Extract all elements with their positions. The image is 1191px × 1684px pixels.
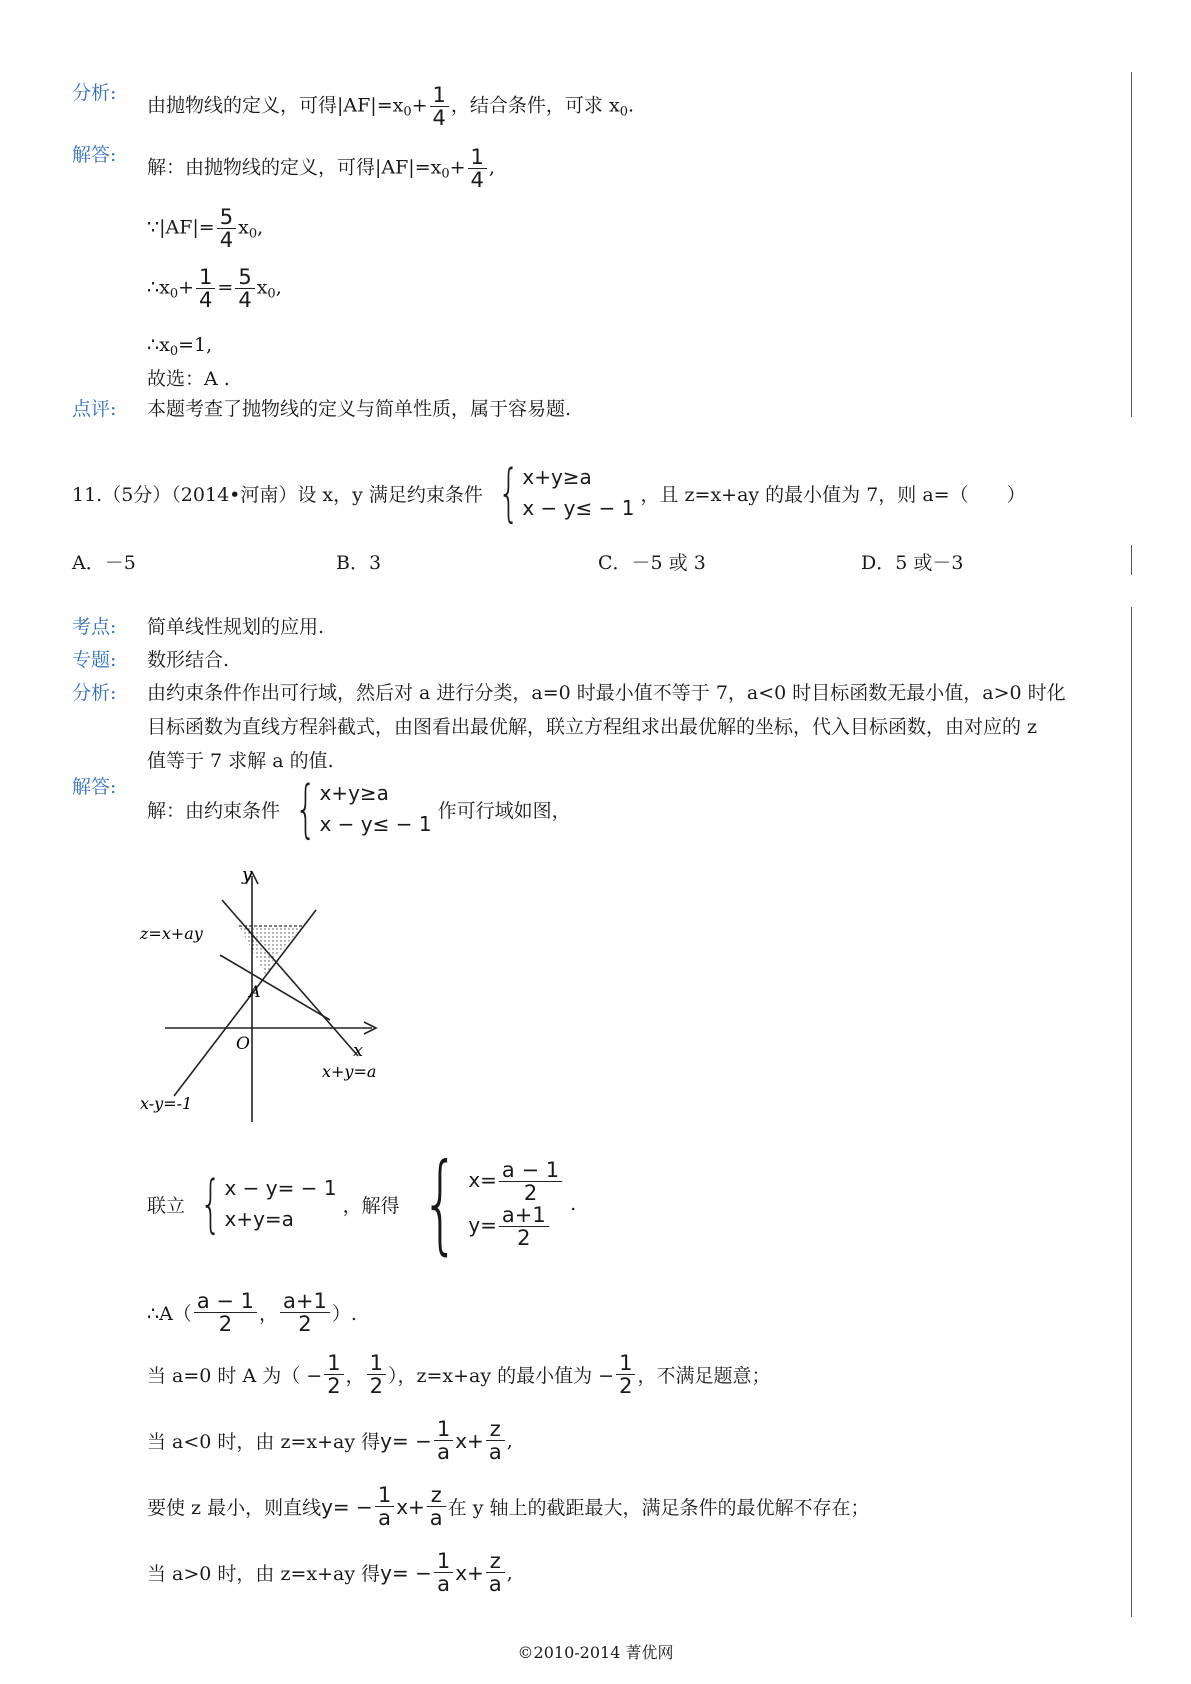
answer-line-1: 解：由抛物线的定义，可得$|AF|=x_0+$ $\frac{1}{4}$ , [147, 145, 495, 193]
zhuanti-label: 专题: [72, 649, 117, 671]
option-a: A．－5 [72, 552, 136, 574]
answer-line-3: $\therefore x_0+$ $\frac{1}{4}$ = $\frac{5}{4}$ $x_0$, [147, 265, 282, 313]
answer-label-2: 解答: [72, 776, 117, 798]
footer-copyright: ©2010-2014 菁优网 [517, 1643, 674, 1662]
analysis-line-1: 由约束条件作出可行域，然后对 a 进行分类，a=0 时最小值不等于 7，a<0 时目标函数无最小值，a>0 时化 [147, 682, 1066, 704]
analysis-label-2: 分析: [72, 682, 117, 704]
right-rule [1131, 607, 1132, 1617]
comment-text: 本题考查了抛物线的定义与简单性质，属于容易题. [147, 398, 572, 420]
case-a-negative: 当 a<0 时，由 z=x+ay 得 y= − $\frac{1}{a}$ x+ $\frac{z}{a}$ , [147, 1417, 513, 1465]
minimize-line: 要使 z 最小，则直线 y= − $\frac{1}{a}$ x+ $\frac{z}{a}$ 在 y 轴上的截距最大，满足条件的最优解不存在； [147, 1483, 870, 1531]
kaodian-label: 考点: [72, 616, 117, 638]
comment-label: 点评: [72, 398, 117, 420]
origin-label: O [236, 1034, 250, 1054]
analysis-line-3: 值等于 7 求解 a 的值. [147, 750, 334, 772]
x-minus-y-label: x-y=-1 [140, 1094, 193, 1113]
kaodian-text: 简单线性规划的应用. [147, 616, 325, 638]
answer-line-2: ∵|AF|= $\frac{5}{4}$ $x_0$, [147, 205, 264, 253]
line-x-plus-y-eq-a [222, 900, 358, 1056]
right-rule [1131, 545, 1132, 575]
zhuanti-text: 数形结合. [147, 649, 230, 671]
question-11-stem: 11.（5分）（2014•河南）设 x，y 满足约束条件 { x+y≥a x − y≤ − 1 ，且 z=x+ay 的最小值为 7，则 a=（ ） [72, 456, 1026, 529]
x-axis-label: x [353, 1040, 364, 1061]
point-a-coords: ∴A（ $\frac{a - 1}{2}$ ， $\frac{a+1}{2}$ ）. [147, 1289, 357, 1337]
answer-line-4: $\therefore x_0=1$, [147, 334, 213, 359]
objective-line-label: z=x+ay [140, 924, 203, 943]
x-plus-y-label: x+y=a [322, 1062, 377, 1081]
answer-constraint-line: 解：由约束条件 { x+y≥a x − y≤ − 1 作可行域如图， [147, 772, 571, 845]
feasible-region-figure [140, 860, 400, 1130]
analysis-line-2: 目标函数为直线方程斜截式，由图看出最优解，联立方程组求出最优解的坐标，代入目标函数，由对应的 z [147, 716, 1038, 738]
option-d: D．5 或－3 [861, 552, 964, 574]
y-axis-label: y [242, 864, 253, 885]
case-a-zero: 当 a=0 时 A 为（ − $\frac{1}{2}$ ， $\frac{1}{2}$ ），z=x+ay 的最小值为 − $\frac{1}{2}$ ，不满足题意； [147, 1351, 771, 1399]
analysis-text: 由抛物线的定义，可得$|AF|=x_0+$ $\frac{1}{4}$ ，结合条件，可求 $x_0$. [147, 83, 635, 131]
point-a-label: A [249, 982, 261, 1001]
analysis-label: 分析: [72, 82, 117, 104]
answer-line-5: 故选：A . [147, 368, 230, 390]
joint-system-line: 联立 { x − y= − 1 x+y=a ，解得 { x= $\frac{a - 1}{2}$ y= $\frac{a+1}{2}$ . [147, 1141, 577, 1266]
right-rule [1131, 72, 1132, 417]
case-a-positive: 当 a>0 时，由 z=x+ay 得 y= − $\frac{1}{a}$ x+ $\frac{z}{a}$ , [147, 1549, 513, 1597]
option-c: C．－5 或 3 [598, 552, 706, 574]
answer-label: 解答: [72, 144, 117, 166]
option-b: B．3 [336, 552, 382, 574]
